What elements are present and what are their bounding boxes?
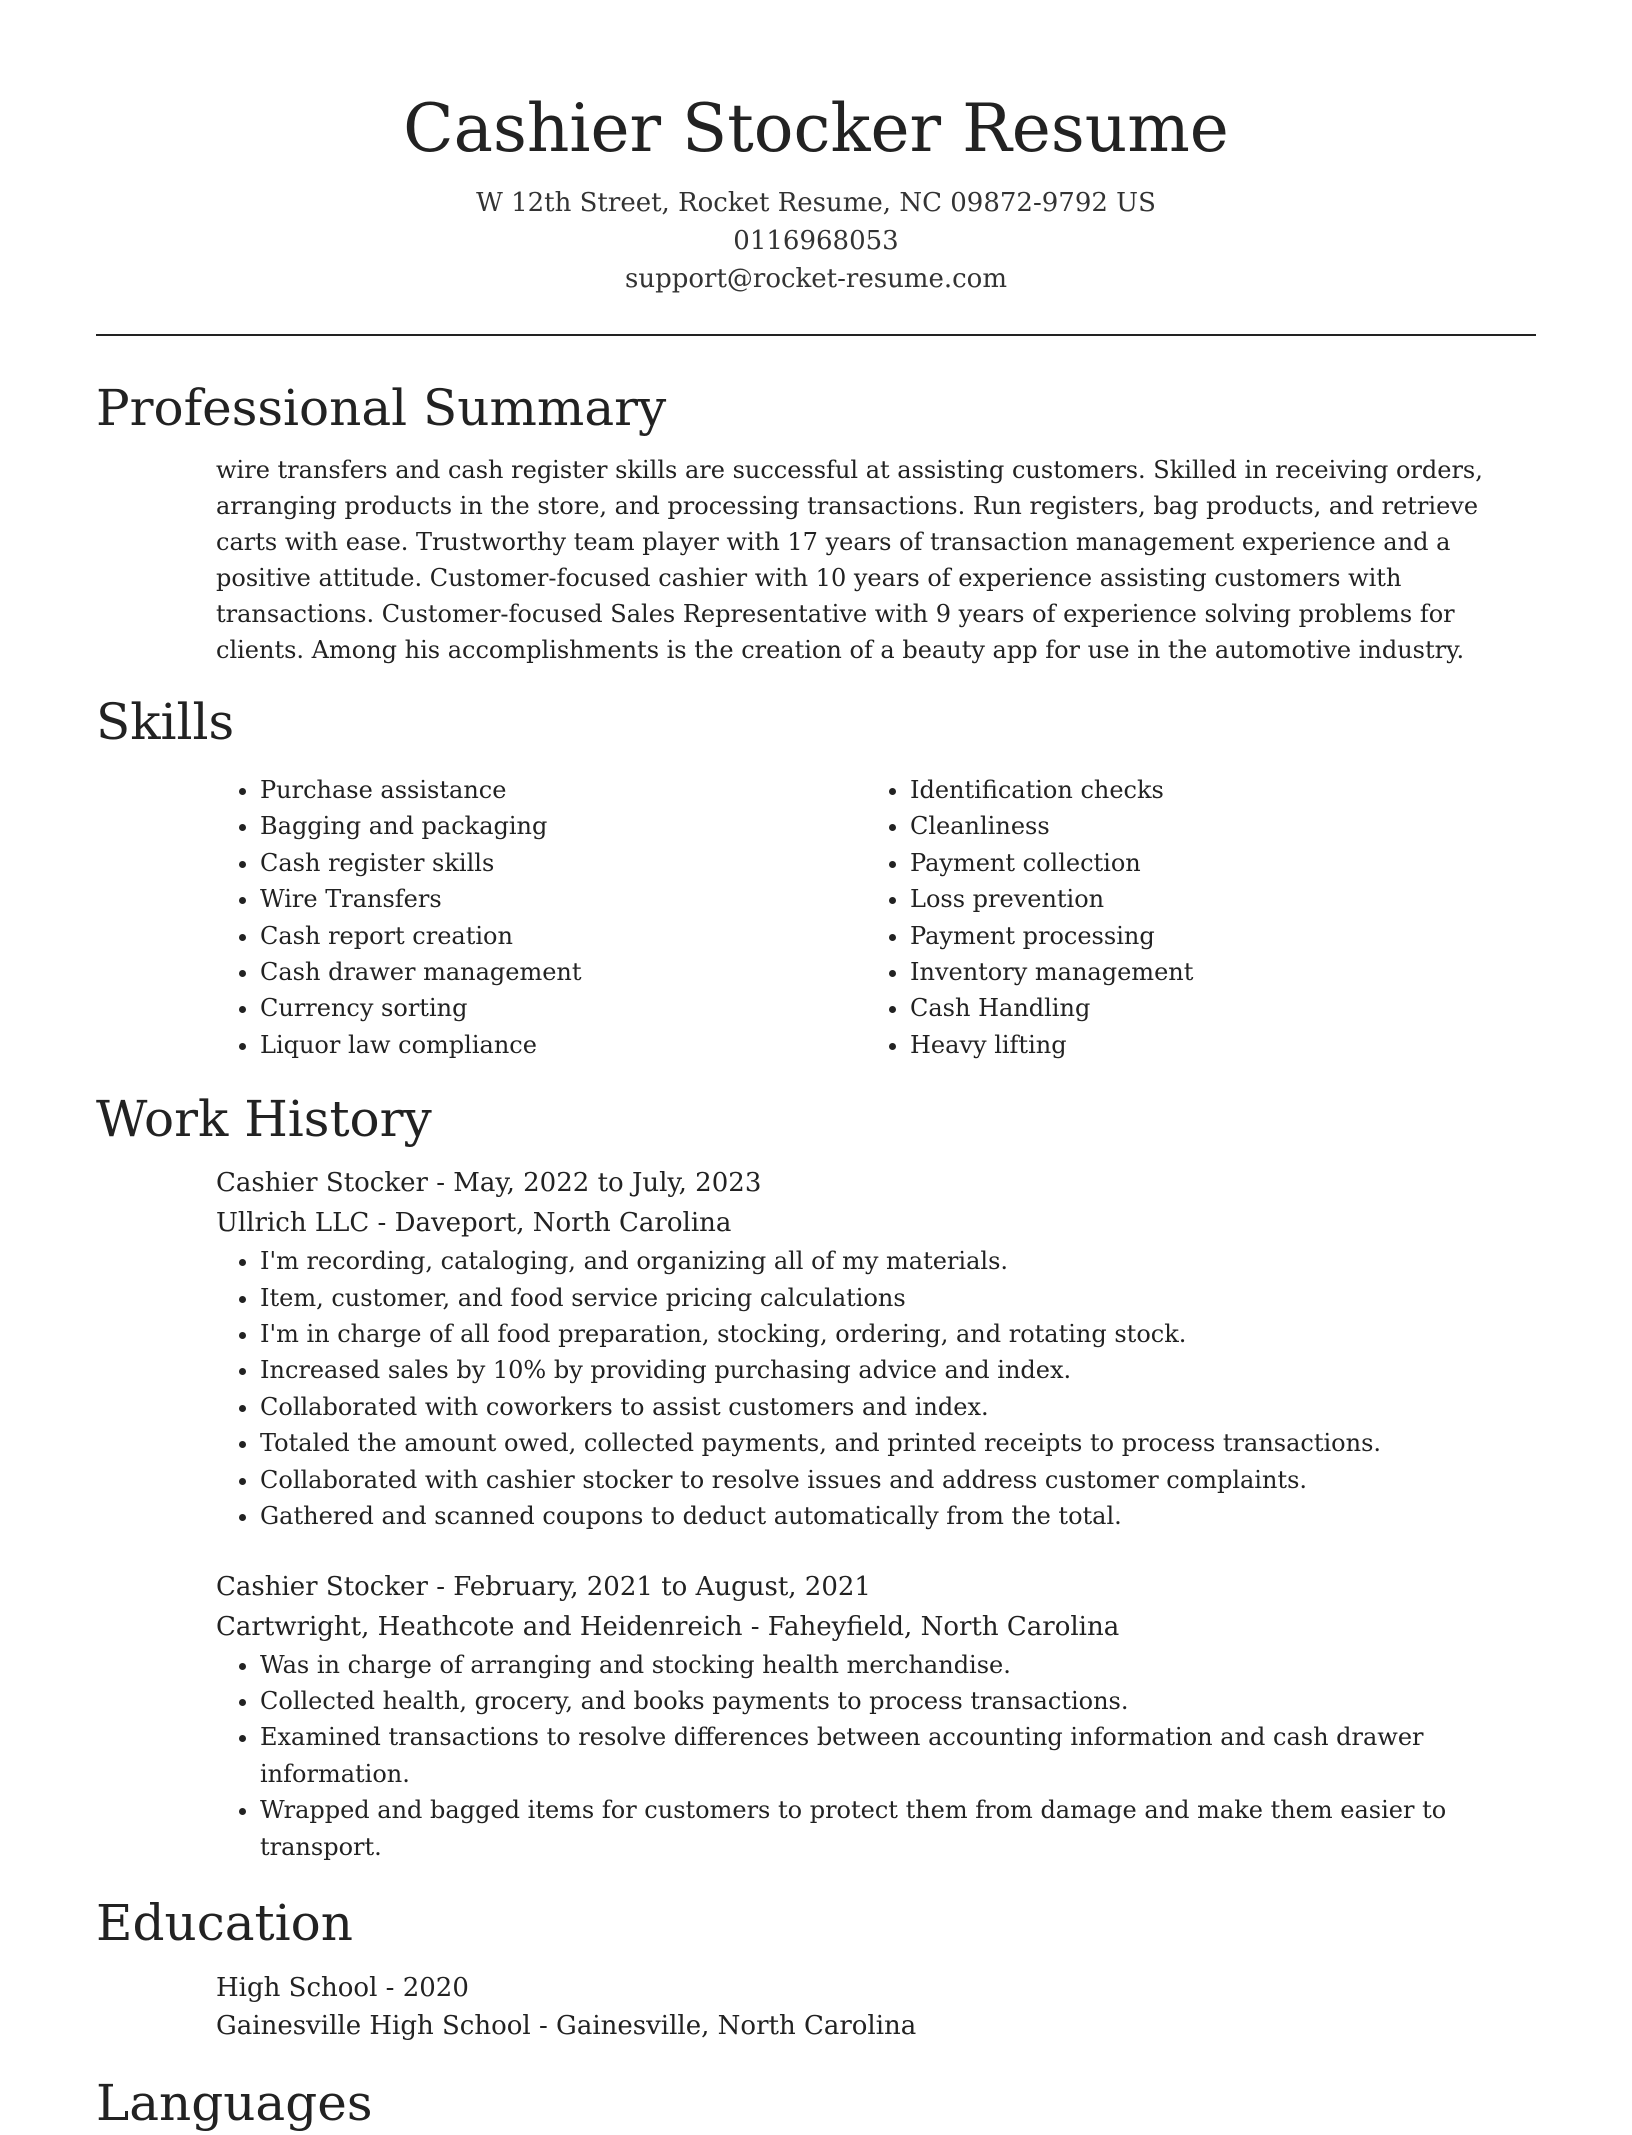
summary-section [96, 376, 1536, 668]
skills-column-left [216, 772, 866, 1063]
skill-item: • Wire Transfers [260, 881, 866, 917]
education-school: Gainesville High School [216, 2010, 531, 2041]
job-duty: • Examined transactions to resolve differences between accounting information and cash drawer information. [260, 1719, 1536, 1792]
resume-header [96, 0, 1536, 298]
education-degree: High School [216, 1972, 378, 2003]
job-duty: • I'm in charge of all food preparation, stocking, ordering, and rotating stock. [260, 1316, 1536, 1352]
skill-item: • Payment collection [910, 845, 1516, 881]
education-section [96, 1891, 1536, 2045]
contact-phone: 0116968053 [733, 226, 899, 256]
skills-list-right [866, 772, 1516, 1063]
header-divider [96, 334, 1536, 336]
job-duty: • I'm recording, cataloging, and organizing all of my materials. [260, 1243, 1536, 1279]
job-location: - Faheyfield, North Carolina [742, 1611, 1120, 1642]
resume-title: Cashier Stocker Resume [403, 90, 1229, 167]
resume-page [96, 0, 1536, 2135]
job-duty: • Wrapped and bagged items for customers to protect them from damage and make them easier to transport. [260, 1792, 1536, 1865]
education-location: - Gainesville, North Carolina [530, 2010, 917, 2041]
skill-item: • Cash register skills [260, 845, 866, 881]
skill-item: • Identification checks [910, 772, 1516, 808]
education-degree-line [216, 1969, 1536, 2007]
education-entry [216, 1969, 1536, 2045]
skill-item: • Cleanliness [910, 808, 1516, 844]
job-title: Cashier Stocker [216, 1168, 428, 1199]
job-company-line [216, 1203, 1536, 1243]
skill-item: • Liquor law compliance [260, 1027, 866, 1063]
skill-item: • Payment processing [910, 918, 1516, 954]
job-title: Cashier Stocker [216, 1571, 428, 1602]
job-company-line [216, 1607, 1536, 1647]
job-duties-list [216, 1243, 1536, 1534]
job-dates: - February, 2021 to August, 2021 [427, 1571, 871, 1602]
job-dates: - May, 2022 to July, 2023 [427, 1168, 762, 1199]
education-year: - 2020 [377, 1972, 469, 2003]
job-location: - Daveport, North Carolina [369, 1208, 732, 1239]
job-entry [216, 1163, 1536, 1534]
skill-item: • Cash Handling [910, 990, 1516, 1026]
job-duty: • Collaborated with coworkers to assist customers and index. [260, 1389, 1536, 1425]
skills-heading: Skills [96, 693, 235, 751]
job-title-line [216, 1567, 1536, 1607]
job-duties-list [216, 1647, 1536, 1865]
skill-item: • Heavy lifting [910, 1027, 1516, 1063]
languages-heading: Languages [96, 2073, 373, 2132]
skill-item: • Bagging and packaging [260, 808, 866, 844]
work-history-heading: Work History [96, 1090, 432, 1149]
skills-grid [216, 772, 1536, 1063]
job-entry [216, 1567, 1536, 1865]
education-heading: Education [96, 1893, 353, 1952]
skills-column-right [866, 772, 1516, 1063]
job-duty: • Totaled the amount owed, collected payments, and printed receipts to process transactions. [260, 1425, 1536, 1461]
job-company: Cartwright, Heathcote and Heidenreich [216, 1611, 743, 1642]
skill-item: • Currency sorting [260, 990, 866, 1026]
skill-item: • Loss prevention [910, 881, 1516, 917]
skill-item: • Cash report creation [260, 918, 866, 954]
skills-section [96, 690, 1536, 1063]
skill-item: • Purchase assistance [260, 772, 866, 808]
job-duty: • Increased sales by 10% by providing purchasing advice and index. [260, 1352, 1536, 1388]
job-duty: • Collaborated with cashier stocker to resolve issues and address customer complaints. [260, 1462, 1536, 1498]
job-duty: • Collected health, grocery, and books payments to process transactions. [260, 1683, 1536, 1719]
job-duty: • Gathered and scanned coupons to deduct automatically from the total. [260, 1498, 1536, 1534]
summary-heading: Professional Summary [96, 379, 667, 437]
summary-text: wire transfers and cash register skills are successful at assisting customers. Skilled in receiving orders, arranging products in the store, and processing transactions. Run registers, bag products, and retrieve carts with ease. Trustworthy team player with 17 years of transaction management experience and a positive attitude. Customer-focused cashier with 10 years of experience assisting customers with transactions. Customer-focused Sales Representative with 9 years of experience solving problems for clients. Among his accomplishments is the creation of a beauty app for use in the automotive industry. [216, 456, 1483, 664]
job-title-line [216, 1163, 1536, 1203]
skills-list-left [216, 772, 866, 1063]
skill-item: • Cash drawer management [260, 954, 866, 990]
job-duty: • Item, customer, and food service pricing calculations [260, 1280, 1536, 1316]
contact-email: support@rocket-resume.com [624, 264, 1007, 294]
skill-item: • Inventory management [910, 954, 1516, 990]
work-history-section [96, 1087, 1536, 1865]
contact-address: W 12th Street, Rocket Resume, NC 09872-9792 US [476, 188, 1156, 218]
languages-section [96, 2071, 1536, 2135]
education-school-line [216, 2007, 1536, 2045]
job-duty: • Was in charge of arranging and stocking health merchandise. [260, 1647, 1536, 1683]
job-company: Ullrich LLC [216, 1208, 370, 1239]
